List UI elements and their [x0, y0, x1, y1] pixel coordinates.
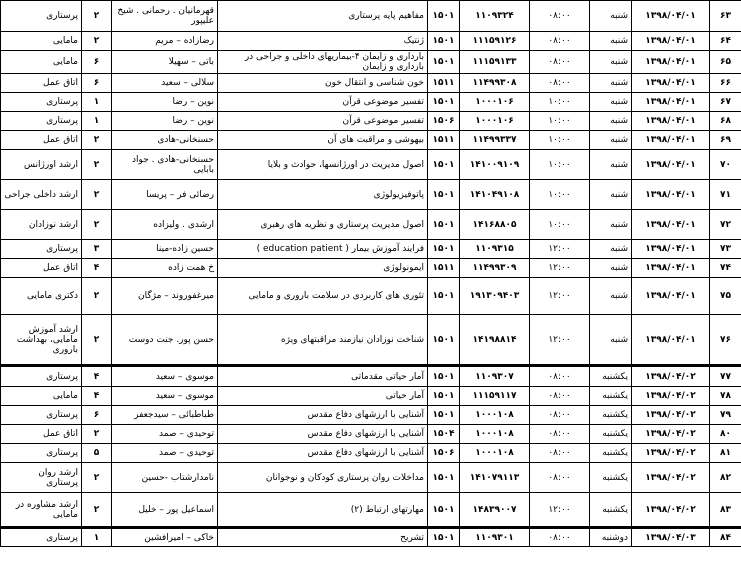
cell-units: ۲	[82, 32, 112, 51]
cell-time: ۱۰:۰۰	[530, 131, 590, 150]
cell-date: ۱۳۹۸/۰۴/۰۲	[632, 463, 710, 493]
cell-no: ۷۹	[710, 406, 741, 425]
cell-date: ۱۳۹۸/۰۴/۰۲	[632, 493, 710, 528]
cell-field: پرستاری	[1, 528, 82, 547]
cell-group: ۱۵۰۱	[428, 493, 460, 528]
cell-time: ۰۸:۰۰	[530, 74, 590, 93]
table-row	[1, 406, 741, 425]
cell-teacher: سلالی – سعید	[112, 74, 218, 93]
cell-teacher: خ همت زاده	[112, 259, 218, 278]
cell-day: دوشنبه	[590, 528, 632, 547]
cell-no: ۷۳	[710, 240, 741, 259]
cell-date: ۱۳۹۸/۰۴/۰۲	[632, 406, 710, 425]
cell-day: شنبه	[590, 93, 632, 112]
cell-field: ارشد اورژانس	[1, 150, 82, 180]
cell-time: ۱۲:۰۰	[530, 240, 590, 259]
cell-group: ۱۵۰۴	[428, 425, 460, 444]
cell-code: ۱۰۰۰۱۰۸	[460, 444, 530, 463]
cell-course: آشنایی با ارزشهای دفاع مقدس	[218, 425, 428, 444]
cell-no: ۷۵	[710, 278, 741, 315]
cell-teacher: موسوی – سعید	[112, 387, 218, 406]
cell-group: ۱۵۰۱	[428, 528, 460, 547]
table-row	[1, 74, 741, 93]
cell-date: ۱۳۹۸/۰۴/۰۱	[632, 51, 710, 74]
cell-time: ۱۲:۰۰	[530, 278, 590, 315]
cell-teacher: اسماعیل پور – خلیل	[112, 493, 218, 528]
cell-group: ۱۵۱۱	[428, 259, 460, 278]
table-row	[1, 387, 741, 406]
cell-field: اتاق عمل	[1, 131, 82, 150]
cell-no: ۸۳	[710, 493, 741, 528]
cell-course: آشنایی با ارزشهای دفاع مقدس	[218, 444, 428, 463]
cell-code: ۱۱۱۵۹۱۱۷	[460, 387, 530, 406]
cell-group: ۱۵۰۶	[428, 112, 460, 131]
cell-day: یکشنبه	[590, 444, 632, 463]
cell-course: بارداری و زایمان ۴-بیماریهای داخلی و جراحی در بارداری و زایمان	[218, 51, 428, 74]
cell-teacher: حسنخانی-هادی . جواد بابایی	[112, 150, 218, 180]
cell-time: ۱۰:۰۰	[530, 150, 590, 180]
cell-units: ۲	[82, 131, 112, 150]
table-row	[1, 112, 741, 131]
cell-time: ۱۰:۰۰	[530, 93, 590, 112]
cell-day: یکشنبه	[590, 463, 632, 493]
cell-field: مامایی	[1, 32, 82, 51]
cell-no: ۷۷	[710, 366, 741, 387]
cell-time: ۰۸:۰۰	[530, 406, 590, 425]
cell-code: ۱۰۰۰۱۰۶	[460, 93, 530, 112]
cell-day: شنبه	[590, 210, 632, 240]
table-row	[1, 425, 741, 444]
cell-group: ۱۵۱۱	[428, 131, 460, 150]
cell-course: شناخت نوزادان نیازمند مراقبتهای ویژه	[218, 315, 428, 366]
cell-date: ۱۳۹۸/۰۴/۰۱	[632, 150, 710, 180]
cell-no: ۶۸	[710, 112, 741, 131]
cell-teacher: باتی – سهیلا	[112, 51, 218, 74]
cell-no: ۷۴	[710, 259, 741, 278]
table-row	[1, 32, 741, 51]
table-row	[1, 463, 741, 493]
cell-teacher: حسنخانی-هادی	[112, 131, 218, 150]
cell-course: تئوری های کاربردی در سلامت باروری و مامایی	[218, 278, 428, 315]
cell-code: ۱۱۰۹۳۰۱	[460, 528, 530, 547]
cell-group: ۱۵۰۱	[428, 406, 460, 425]
cell-day: شنبه	[590, 74, 632, 93]
cell-teacher: توحیدی – صمد	[112, 444, 218, 463]
cell-course: بیهوشی و مراقبت های آن	[218, 131, 428, 150]
cell-group: ۱۵۰۱	[428, 51, 460, 74]
cell-field: اتاق عمل	[1, 74, 82, 93]
cell-date: ۱۳۹۸/۰۴/۰۱	[632, 278, 710, 315]
cell-time: ۰۸:۰۰	[530, 387, 590, 406]
cell-units: ۲	[82, 463, 112, 493]
cell-teacher: رضازاده – مریم	[112, 32, 218, 51]
table-row	[1, 366, 741, 387]
cell-code: ۱۴۱۰۰۹۱۰۹	[460, 150, 530, 180]
cell-teacher: قهرمانیان . رحمانی . شیخ علیپور	[112, 1, 218, 32]
cell-time: ۰۸:۰۰	[530, 444, 590, 463]
cell-day: یکشنبه	[590, 387, 632, 406]
cell-day: شنبه	[590, 259, 632, 278]
cell-day: شنبه	[590, 150, 632, 180]
cell-no: ۶۳	[710, 1, 741, 32]
cell-group: ۱۵۰۱	[428, 387, 460, 406]
cell-no: ۷۸	[710, 387, 741, 406]
cell-time: ۰۸:۰۰	[530, 1, 590, 32]
cell-teacher: نوین – رضا	[112, 93, 218, 112]
cell-course: اصول مدیریت در اورژانسها، حوادث و بلایا	[218, 150, 428, 180]
cell-day: شنبه	[590, 278, 632, 315]
cell-course: ایمونولوژی	[218, 259, 428, 278]
cell-date: ۱۳۹۸/۰۴/۰۱	[632, 74, 710, 93]
cell-day: شنبه	[590, 32, 632, 51]
cell-time: ۱۰:۰۰	[530, 112, 590, 131]
cell-no: ۸۲	[710, 463, 741, 493]
table-row	[1, 493, 741, 528]
cell-units: ۱	[82, 112, 112, 131]
cell-units: ۶	[82, 406, 112, 425]
cell-field: ارشد روان پرستاری	[1, 463, 82, 493]
cell-date: ۱۳۹۸/۰۴/۰۱	[632, 210, 710, 240]
cell-course: پاتوفیزیولوژی	[218, 180, 428, 210]
cell-course: خون شناسی و انتقال خون	[218, 74, 428, 93]
cell-no: ۸۱	[710, 444, 741, 463]
cell-units: ۴	[82, 259, 112, 278]
cell-course: اصول مدیریت پرستاری و نظریه های رهبری	[218, 210, 428, 240]
cell-time: ۰۸:۰۰	[530, 463, 590, 493]
cell-date: ۱۳۹۸/۰۴/۰۲	[632, 387, 710, 406]
table-row	[1, 444, 741, 463]
cell-code: ۱۱۰۹۳۲۴	[460, 1, 530, 32]
cell-day: شنبه	[590, 315, 632, 366]
cell-code: ۱۱۴۹۹۳۰۸	[460, 74, 530, 93]
cell-time: ۱۰:۰۰	[530, 180, 590, 210]
cell-code: ۱۱۴۹۹۳۳۷	[460, 131, 530, 150]
cell-units: ۱	[82, 93, 112, 112]
cell-no: ۷۶	[710, 315, 741, 366]
cell-group: ۱۵۰۶	[428, 444, 460, 463]
cell-field: پرستاری	[1, 93, 82, 112]
cell-no: ۶۴	[710, 32, 741, 51]
cell-date: ۱۳۹۸/۰۴/۰۱	[632, 1, 710, 32]
table-row	[1, 1, 741, 32]
table-row	[1, 210, 741, 240]
cell-course: مداخلات روان پرستاری کودکان و نوجوانان	[218, 463, 428, 493]
cell-course: ژنتیک	[218, 32, 428, 51]
cell-time: ۱۲:۰۰	[530, 315, 590, 366]
cell-course: تفسیر موضوعی قرآن	[218, 112, 428, 131]
cell-group: ۱۵۱۱	[428, 74, 460, 93]
cell-date: ۱۳۹۸/۰۴/۰۱	[632, 93, 710, 112]
cell-no: ۸۴	[710, 528, 741, 547]
table-row	[1, 278, 741, 315]
cell-date: ۱۳۹۸/۰۴/۰۱	[632, 112, 710, 131]
cell-no: ۶۹	[710, 131, 741, 150]
cell-field: مامایی	[1, 51, 82, 74]
cell-code: ۱۰۰۰۱۰۸	[460, 425, 530, 444]
cell-field: پرستاری	[1, 444, 82, 463]
cell-group: ۱۵۰۱	[428, 150, 460, 180]
cell-field: ارشد آموزش مامایی، بهداشت باروری	[1, 315, 82, 366]
cell-group: ۱۵۰۱	[428, 240, 460, 259]
cell-teacher: نوین – رضا	[112, 112, 218, 131]
cell-units: ۶	[82, 51, 112, 74]
table-row	[1, 240, 741, 259]
cell-code: ۱۱۱۵۹۱۳۳	[460, 51, 530, 74]
cell-units: ۲	[82, 425, 112, 444]
cell-teacher: حسین زاده-مینا	[112, 240, 218, 259]
cell-code: ۱۹۱۳۰۹۴۰۳	[460, 278, 530, 315]
cell-field: دکتری مامایی	[1, 278, 82, 315]
cell-date: ۱۳۹۸/۰۴/۰۲	[632, 444, 710, 463]
cell-units: ۲	[82, 210, 112, 240]
cell-units: ۲	[82, 493, 112, 528]
cell-day: یکشنبه	[590, 406, 632, 425]
cell-group: ۱۵۰۱	[428, 463, 460, 493]
cell-teacher: موسوی – سعید	[112, 366, 218, 387]
cell-teacher: خاکی – امیرافشین	[112, 528, 218, 547]
cell-code: ۱۱۰۹۳۱۵	[460, 240, 530, 259]
cell-course: تفسیر موضوعی قرآن	[218, 93, 428, 112]
cell-no: ۶۶	[710, 74, 741, 93]
cell-date: ۱۳۹۸/۰۴/۰۱	[632, 131, 710, 150]
cell-no: ۶۵	[710, 51, 741, 74]
cell-course: مهارتهای ارتباط (۲)	[218, 493, 428, 528]
cell-field: پرستاری	[1, 406, 82, 425]
table-row	[1, 51, 741, 74]
cell-time: ۱۲:۰۰	[530, 259, 590, 278]
cell-group: ۱۵۰۱	[428, 1, 460, 32]
cell-no: ۷۱	[710, 180, 741, 210]
cell-code: ۱۴۱۹۸۸۱۴	[460, 315, 530, 366]
cell-time: ۱۲:۰۰	[530, 493, 590, 528]
cell-date: ۱۳۹۸/۰۴/۰۲	[632, 425, 710, 444]
cell-day: شنبه	[590, 131, 632, 150]
cell-units: ۲	[82, 1, 112, 32]
cell-course: تشریح	[218, 528, 428, 547]
cell-course: فرایند آموزش بیمار ( education patient )	[218, 240, 428, 259]
cell-teacher: نامدارشتاب -حسین	[112, 463, 218, 493]
cell-units: ۵	[82, 444, 112, 463]
cell-date: ۱۳۹۸/۰۴/۰۱	[632, 180, 710, 210]
cell-code: ۱۱۰۹۳۰۷	[460, 366, 530, 387]
exam-rows	[1, 1, 741, 547]
cell-course: آشنایی با ارزشهای دفاع مقدس	[218, 406, 428, 425]
table-row	[1, 150, 741, 180]
cell-code: ۱۴۸۳۹۰۰۷	[460, 493, 530, 528]
cell-no: ۶۷	[710, 93, 741, 112]
cell-field: پرستاری	[1, 1, 82, 32]
cell-units: ۲	[82, 278, 112, 315]
cell-day: شنبه	[590, 51, 632, 74]
cell-time: ۰۸:۰۰	[530, 32, 590, 51]
cell-date: ۱۳۹۸/۰۴/۰۱	[632, 315, 710, 366]
cell-field: اتاق عمل	[1, 425, 82, 444]
cell-code: ۱۴۱۰۴۹۱۰۸	[460, 180, 530, 210]
cell-no: ۷۰	[710, 150, 741, 180]
cell-day: یکشنبه	[590, 493, 632, 528]
cell-group: ۱۵۰۱	[428, 93, 460, 112]
cell-time: ۱۰:۰۰	[530, 210, 590, 240]
cell-units: ۴	[82, 387, 112, 406]
cell-units: ۲	[82, 150, 112, 180]
table-row	[1, 259, 741, 278]
table-row	[1, 180, 741, 210]
cell-group: ۱۵۰۱	[428, 366, 460, 387]
cell-date: ۱۳۹۸/۰۴/۰۱	[632, 240, 710, 259]
cell-field: پرستاری	[1, 366, 82, 387]
cell-day: شنبه	[590, 180, 632, 210]
cell-teacher: حسن پور. جنت دوست	[112, 315, 218, 366]
cell-group: ۱۵۰۱	[428, 278, 460, 315]
cell-day: یکشنبه	[590, 366, 632, 387]
cell-date: ۱۳۹۸/۰۴/۰۳	[632, 528, 710, 547]
cell-field: ارشد داخلی جراحی	[1, 180, 82, 210]
cell-course: آمار حیاتی مقدماتی	[218, 366, 428, 387]
cell-group: ۱۵۰۱	[428, 32, 460, 51]
table-row	[1, 528, 741, 547]
cell-teacher: میرغفوروند – مژگان	[112, 278, 218, 315]
cell-no: ۷۲	[710, 210, 741, 240]
cell-field: اتاق عمل	[1, 259, 82, 278]
cell-field: ارشد نوزادان	[1, 210, 82, 240]
cell-field: پرستاری	[1, 112, 82, 131]
cell-units: ۳	[82, 240, 112, 259]
cell-course: مفاهیم پایه پرستاری	[218, 1, 428, 32]
cell-group: ۱۵۰۱	[428, 210, 460, 240]
cell-no: ۸۰	[710, 425, 741, 444]
cell-code: ۱۴۱۰۷۹۱۱۳	[460, 463, 530, 493]
table-row	[1, 315, 741, 366]
cell-group: ۱۵۰۱	[428, 315, 460, 366]
cell-units: ۲	[82, 315, 112, 366]
cell-field: مامایی	[1, 387, 82, 406]
cell-code: ۱۴۱۶۸۸۰۵	[460, 210, 530, 240]
cell-code: ۱۱۴۹۹۳۰۹	[460, 259, 530, 278]
cell-time: ۰۸:۰۰	[530, 51, 590, 74]
cell-units: ۴	[82, 366, 112, 387]
cell-day: شنبه	[590, 240, 632, 259]
cell-code: ۱۰۰۰۱۰۶	[460, 112, 530, 131]
cell-teacher: توحیدی – صمد	[112, 425, 218, 444]
cell-field: پرستاری	[1, 240, 82, 259]
cell-units: ۱	[82, 528, 112, 547]
cell-time: ۰۸:۰۰	[530, 425, 590, 444]
table-row	[1, 93, 741, 112]
cell-teacher: رضائی فر – پریسا	[112, 180, 218, 210]
cell-day: شنبه	[590, 112, 632, 131]
cell-day: یکشنبه	[590, 425, 632, 444]
cell-time: ۰۸:۰۰	[530, 528, 590, 547]
cell-day: شنبه	[590, 1, 632, 32]
cell-field: ارشد مشاوره در مامایی	[1, 493, 82, 528]
cell-group: ۱۵۰۱	[428, 180, 460, 210]
cell-code: ۱۰۰۰۱۰۸	[460, 406, 530, 425]
cell-date: ۱۳۹۸/۰۴/۰۱	[632, 32, 710, 51]
cell-units: ۲	[82, 180, 112, 210]
cell-teacher: ارشدی . ولیزاده	[112, 210, 218, 240]
cell-teacher: طباطبائی – سیدجعفر	[112, 406, 218, 425]
cell-course: آمار حیاتی	[218, 387, 428, 406]
cell-date: ۱۳۹۸/۰۴/۰۲	[632, 366, 710, 387]
cell-code: ۱۱۱۵۹۱۲۶	[460, 32, 530, 51]
cell-units: ۶	[82, 74, 112, 93]
cell-time: ۰۸:۰۰	[530, 366, 590, 387]
cell-date: ۱۳۹۸/۰۴/۰۱	[632, 259, 710, 278]
table-row	[1, 131, 741, 150]
